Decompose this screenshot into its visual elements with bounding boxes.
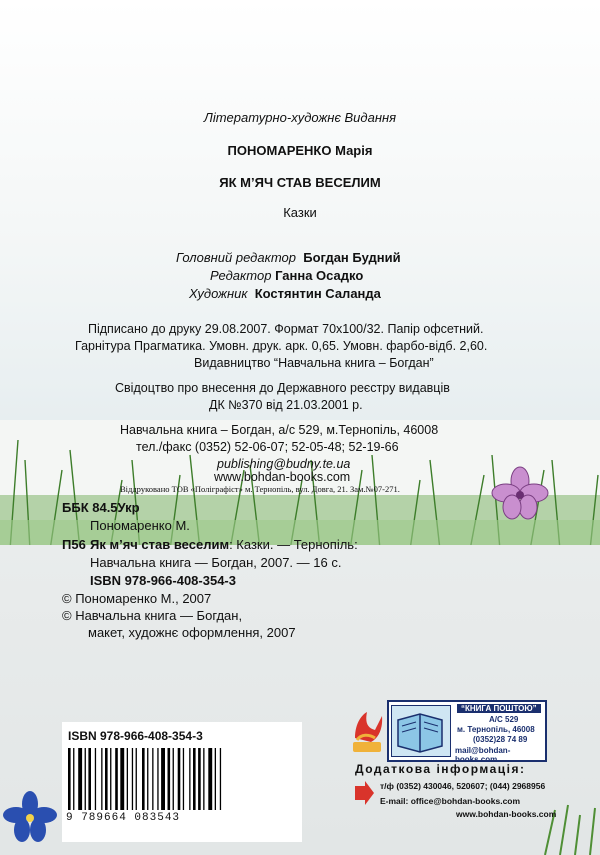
mail-order-email[interactable]: mail@bohdan-books.com (455, 746, 511, 764)
printed-by: Віддруковано ТОВ «Поліграфіст» м. Тернопіль, вул. Довга, 21. Зам.№07-271. (120, 484, 400, 494)
copyright-author: © Пономаренко М., 2007 (62, 591, 212, 606)
credit-role: Редактор (210, 268, 272, 283)
credit-role: Художник (189, 286, 248, 301)
bib-author: Пономаренко М. (90, 518, 190, 533)
extra-info-phones: т/ф (0352) 430046, 520607; (044) 2968956 (380, 781, 546, 791)
blue-flower-icon (0, 780, 70, 855)
credit-name: Богдан Будний (303, 250, 401, 265)
copyright-publisher: © Навчальна книга — Богдан, (62, 608, 243, 623)
barcode-icon (64, 748, 294, 810)
certificate-line-1: Свідоцтво про внесення до Державного реєстру видавців (115, 381, 450, 395)
mail-order-box (387, 700, 547, 762)
imprint-line-1: Підписано до друку 29.08.2007. Формат 70х100/32. Папір офсетний. (88, 322, 484, 336)
publisher-email[interactable]: publishing@budny.te.ua (217, 457, 351, 471)
credit-editor (210, 268, 363, 283)
barcode-isbn: ISBN 978-966-408-354-3 (68, 729, 203, 743)
mail-order-city: м. Тернопіль, 46008 (457, 725, 535, 734)
bib-title-rest: : Казки. — Тернопіль: (229, 537, 358, 552)
barcode-digits: 9 789664 083543 (66, 812, 181, 824)
mail-order-book-icon (391, 705, 451, 757)
mail-order-phone: (0352)28 74 89 (473, 735, 528, 744)
book-genre: Казки (283, 205, 317, 220)
imprint-line-2: Гарнітура Прагматика. Умовн. друк. арк. 0,65. Умовн. фарбо-відб. 2,60. (75, 339, 488, 353)
publisher-logo-icon (349, 708, 385, 758)
bib-code: П56 (62, 537, 86, 552)
bib-title (90, 537, 358, 552)
extra-info-title: Додаткова інформація: (355, 762, 526, 776)
mail-order-title: “КНИГА ПОШТОЮ” (457, 704, 541, 713)
bbk-code: ББК 84.5Укр (62, 500, 140, 515)
author-name: ПОНОМАРЕНКО Марія (227, 143, 373, 158)
mail-order-box-number: А/С 529 (489, 715, 519, 724)
certificate-line-2: ДК №370 від 21.03.2001 р. (209, 398, 363, 412)
extra-info-email[interactable]: E-mail: office@bohdan-books.com (380, 796, 521, 806)
publisher-address: Навчальна книга – Богдан, а/с 529, м.Тернопіль, 46008 (120, 423, 439, 437)
edition-type: Літературно-художнє Видання (203, 110, 397, 125)
bib-title-bold: Як м’яч став веселим (90, 537, 230, 552)
publisher-phones: тел./факс (0352) 52-06-07; 52-05-48; 52-19-66 (136, 440, 399, 454)
book-title: ЯК М’ЯЧ СТАВ ВЕСЕЛИМ (219, 175, 381, 190)
bib-isbn: ISBN 978-966-408-354-3 (90, 573, 236, 588)
extra-info-website[interactable]: www.bohdan-books.com (456, 809, 557, 819)
copyright-layout: макет, художнє оформлення, 2007 (88, 625, 296, 640)
credit-name: Ганна Осадко (275, 268, 364, 283)
bib-publisher: Навчальна книга — Богдан, 2007. — 16 с. (90, 555, 342, 570)
credit-artist (189, 286, 381, 301)
publisher-website[interactable]: www.bohdan-books.com (214, 470, 351, 484)
credit-chief-editor (176, 250, 401, 265)
imprint-line-3: Видавництво “Навчальна книга – Богдан” (194, 356, 434, 370)
arrow-icon (353, 780, 375, 806)
credit-name: Костянтин Саланда (254, 286, 381, 301)
credit-role: Головний редактор (176, 250, 297, 265)
